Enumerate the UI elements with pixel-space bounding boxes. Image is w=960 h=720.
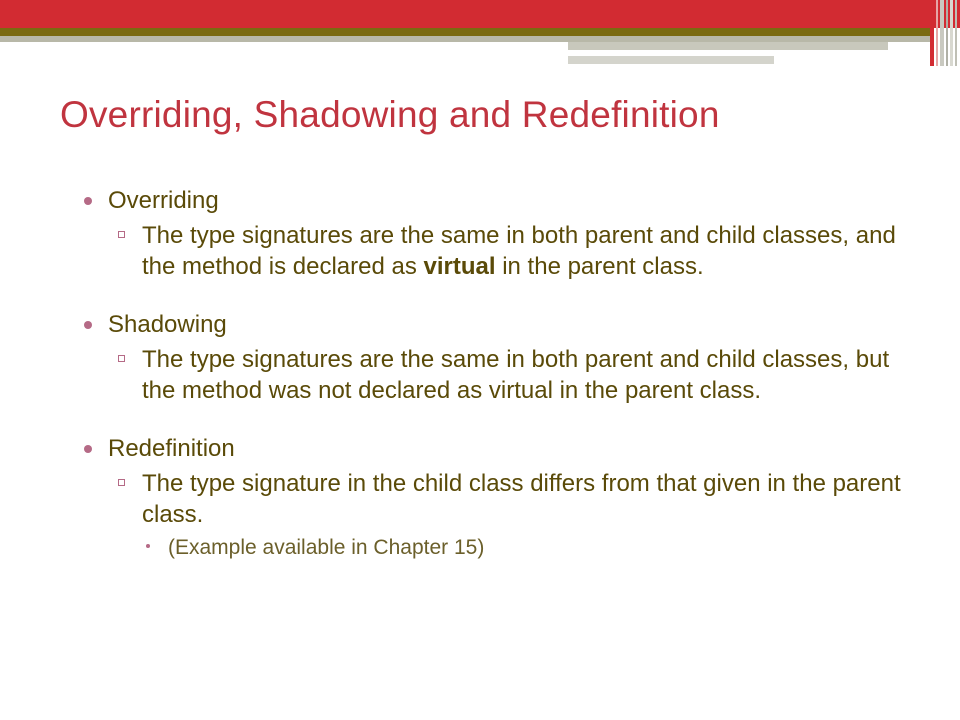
note-text: (Example available in Chapter 15) xyxy=(168,536,485,559)
bullet-dot-icon xyxy=(84,197,92,205)
sub-bullet-item xyxy=(108,344,914,406)
sub-bullet-item xyxy=(108,220,914,282)
section-shadowing xyxy=(84,310,914,406)
bullet-dot-icon xyxy=(84,321,92,329)
sub-sub-bullet-item xyxy=(142,534,914,562)
detail-text-end: in the parent class. xyxy=(495,253,704,280)
header-olive-band xyxy=(0,28,930,36)
bullet-heading: Redefinition xyxy=(108,435,235,462)
header-stripes xyxy=(930,0,960,66)
square-bullet-icon xyxy=(118,231,125,238)
bullet-item xyxy=(84,310,914,340)
section-overriding xyxy=(84,186,914,282)
bullet-heading: Overriding xyxy=(108,187,219,214)
section-redefinition xyxy=(84,434,914,562)
header-red-band xyxy=(0,0,960,28)
small-dot-icon xyxy=(146,544,150,548)
square-bullet-icon xyxy=(118,479,125,486)
square-bullet-icon xyxy=(118,355,125,362)
sub-bullet-item xyxy=(108,468,914,530)
detail-text-start: The type signatures are the same in both parent and child classes, and the method is declared as xyxy=(142,222,896,280)
header-gray-accent xyxy=(568,42,888,50)
header-gray-accent-short xyxy=(568,56,774,64)
detail-text: The type signature in the child class differs from that given in the parent class. xyxy=(142,470,901,528)
detail-emphasis: virtual xyxy=(423,253,496,280)
bullet-heading: Shadowing xyxy=(108,311,227,338)
slide-title: Overriding, Shadowing and Redefinition xyxy=(60,94,720,135)
bullet-item xyxy=(84,186,914,216)
bullet-dot-icon xyxy=(84,445,92,453)
slide-body xyxy=(84,186,914,590)
bullet-item xyxy=(84,434,914,464)
detail-text: The type signatures are the same in both parent and child classes, but the method was not declared as virtual in the parent class. xyxy=(142,346,890,404)
